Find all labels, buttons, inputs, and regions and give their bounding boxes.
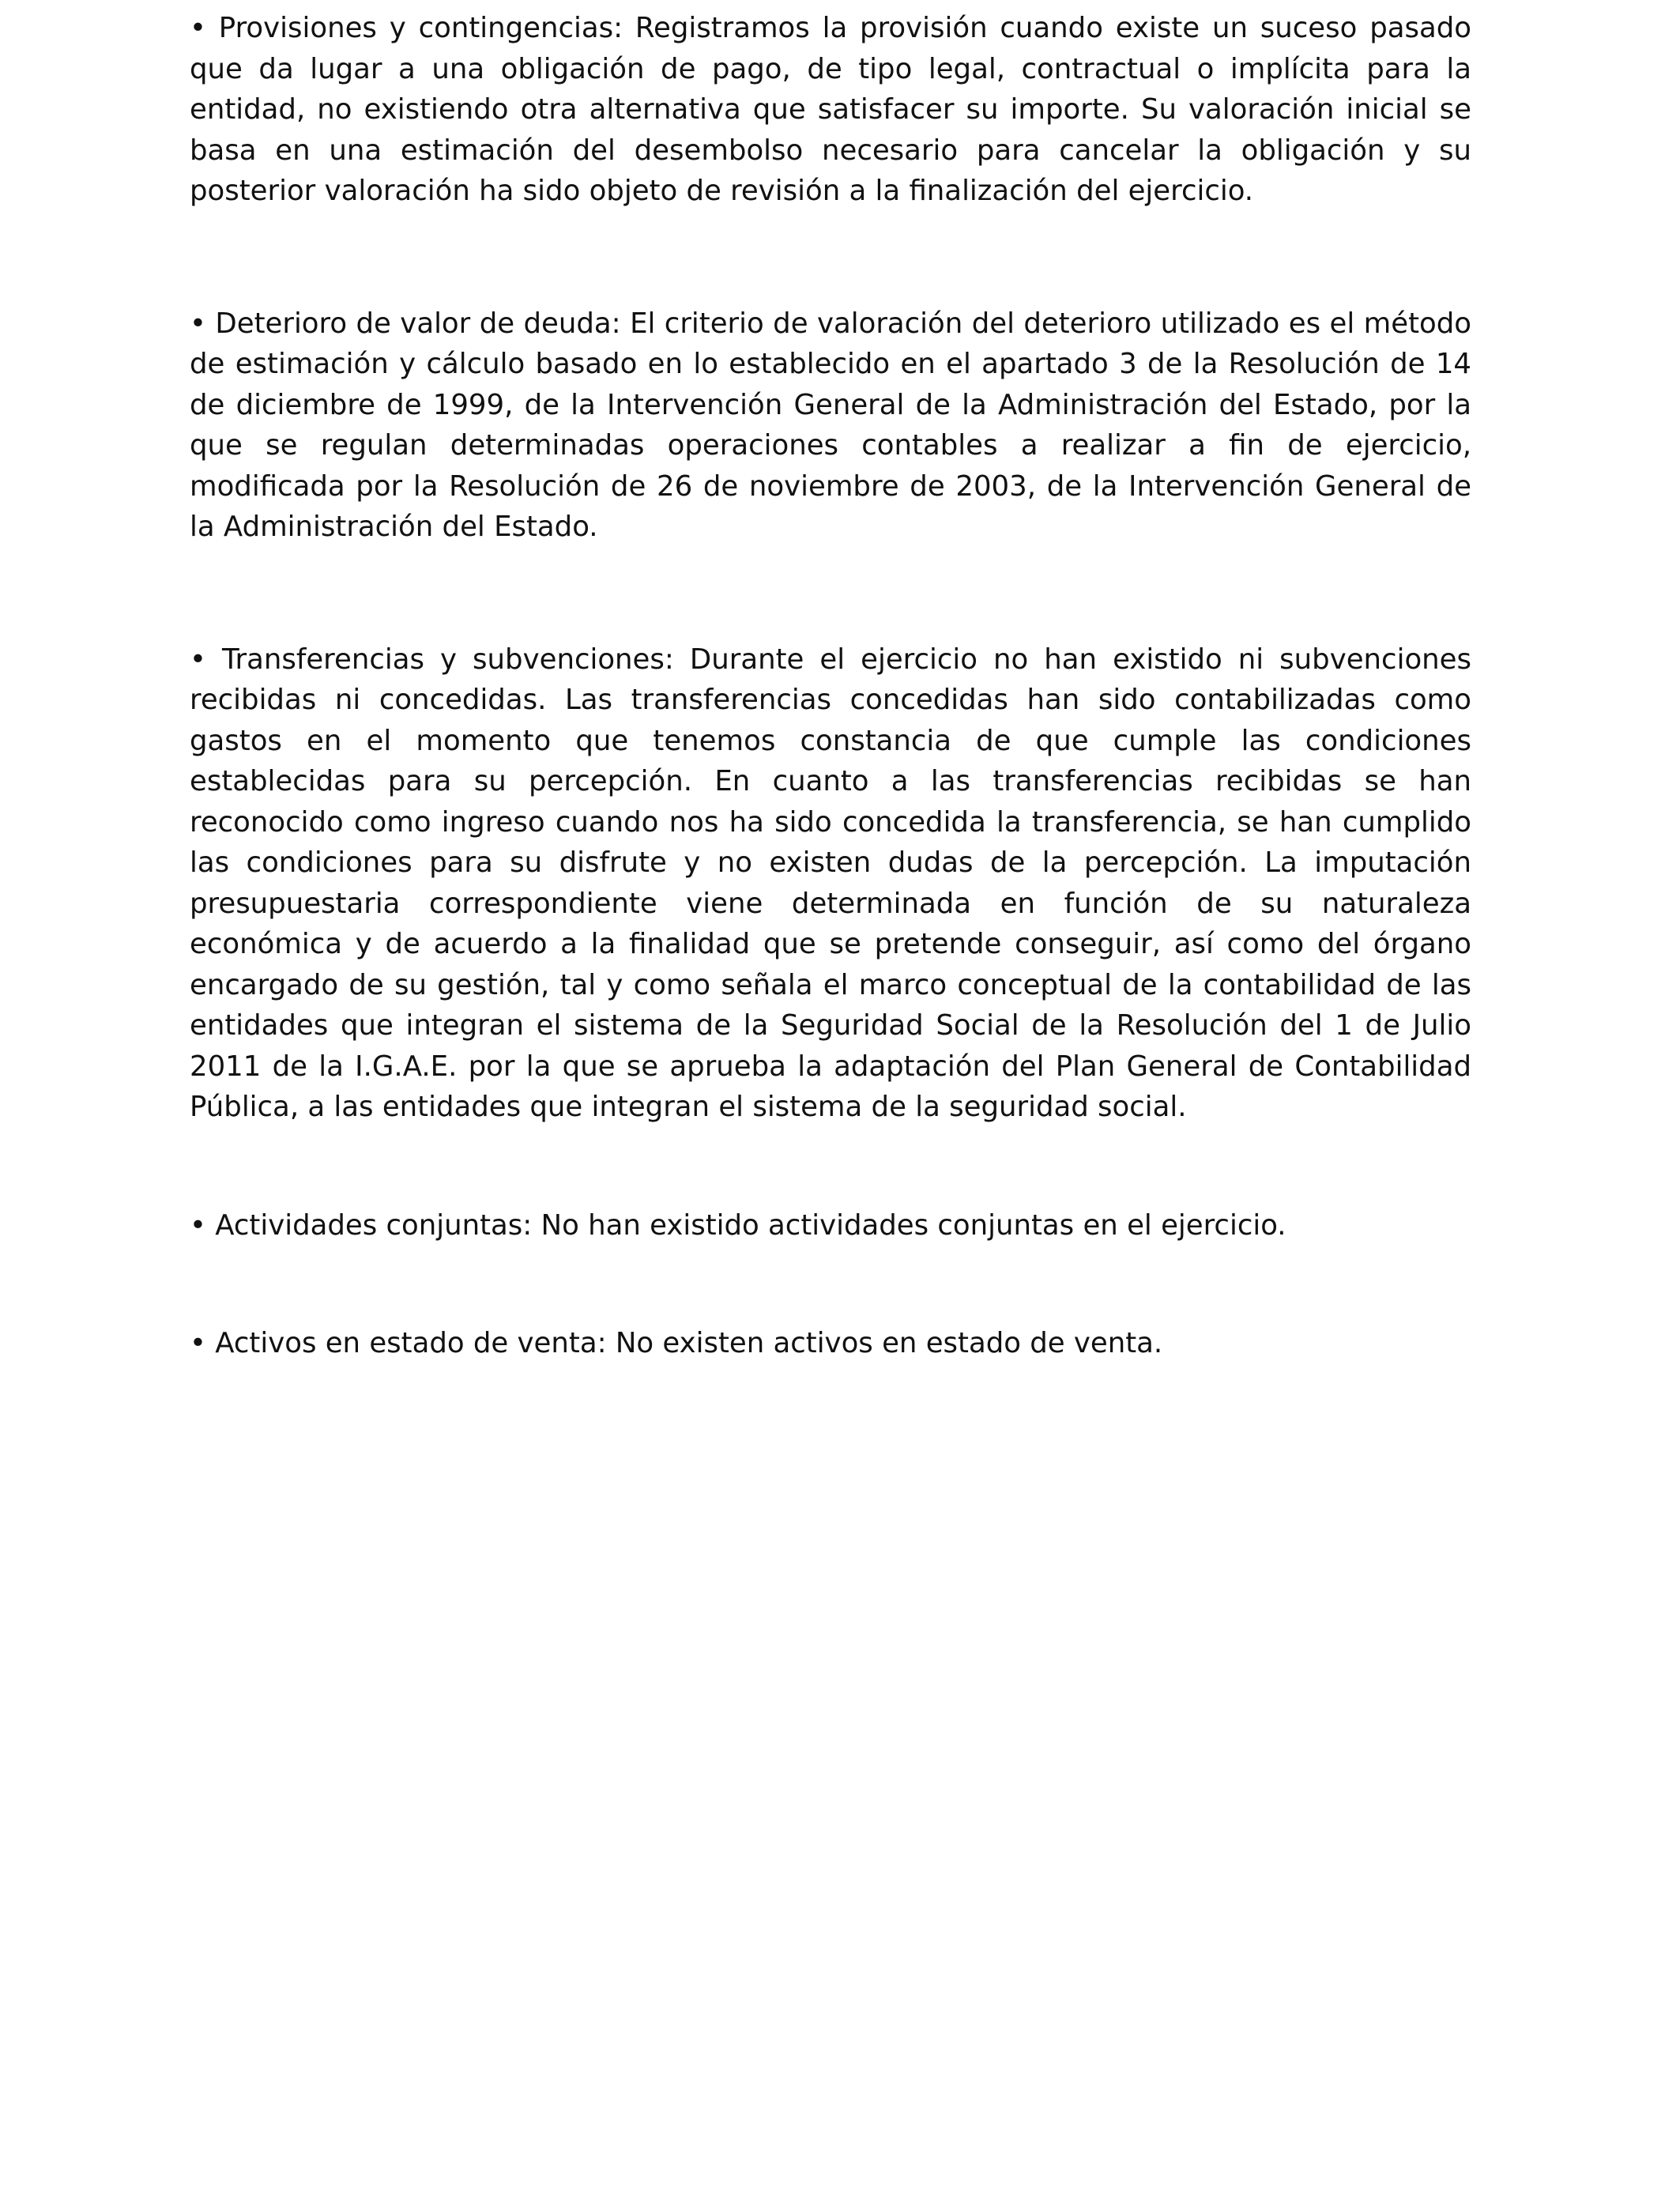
paragraph-spacer [190, 548, 1471, 639]
paragraph-provisiones [190, 8, 1471, 212]
paragraph-text: Provisiones y contingencias: Registramos la provisión cuando existe un suceso pasado que da lugar a una obligación de pago, de tipo legal, contractual o implícita para la entidad, no existiendo otra alternativa que satisfacer su importe. Su valoración inicial se basa en una estimación del desembolso necesario para cancelar la obligación y su posterior valoración ha sido objeto de revisión a la finalización del ejercicio. [190, 12, 1471, 207]
paragraph-actividades [190, 1205, 1471, 1246]
document-page [190, 8, 1471, 1364]
bullet: • [190, 643, 206, 676]
bullet: • [190, 1327, 206, 1359]
paragraph-text: Activos en estado de venta: No existen activos en estado de venta. [215, 1327, 1163, 1359]
paragraph-text: Deterioro de valor de deuda: El criterio de valoración del deterioro utilizado es el método de estimación y cálculo basado en lo establecido en el apartado 3 de la Resolución de 14 de diciembre de 1999, de la Intervención General de la Administración del Estado, por la que se regulan determinadas operaciones contables a realizar a fin de ejercicio, modificada por la Resolución de 26 de noviembre de 2003, de la Intervención General de la Administración del Estado. [190, 307, 1471, 543]
bullet: • [190, 12, 206, 44]
paragraph-transferencias [190, 639, 1471, 1128]
paragraph-spacer [190, 1128, 1471, 1205]
paragraph-deterioro [190, 303, 1471, 548]
paragraph-spacer [190, 212, 1471, 303]
bullet: • [190, 307, 206, 340]
paragraph-activos [190, 1323, 1471, 1364]
paragraph-text: Actividades conjuntas: No han existido actividades conjuntas en el ejercicio. [215, 1208, 1286, 1242]
paragraph-spacer [190, 1246, 1471, 1323]
bullet: • [190, 1208, 206, 1242]
paragraph-text: Transferencias y subvenciones: Durante el ejercicio no han existido ni subvenciones recibidas ni concedidas. Las transferencias concedidas han sido contabilizadas como gastos en el momento que tenemos constancia de que cumple las condiciones establecidas para su percepción. En cuanto a las transferencias recibidas se han reconocido como ingreso cuando nos ha sido concedida la transferencia, se han cumplido las condiciones para su disfrute y no existen dudas de la percepción. La imputación presupuestaria correspondiente viene determinada en función de su naturaleza económica y de acuerdo a la finalidad que se pretende conseguir, así como del órgano encargado de su gestión, tal y como señala el marco conceptual de la contabilidad de las entidades que integran el sistema de la Seguridad Social de la Resolución del 1 de Julio 2011 de la I.G.A.E. por la que se aprueba la adaptación del Plan General de Contabilidad Pública, a las entidades que integran el sistema de la seguridad social. [190, 643, 1471, 1123]
